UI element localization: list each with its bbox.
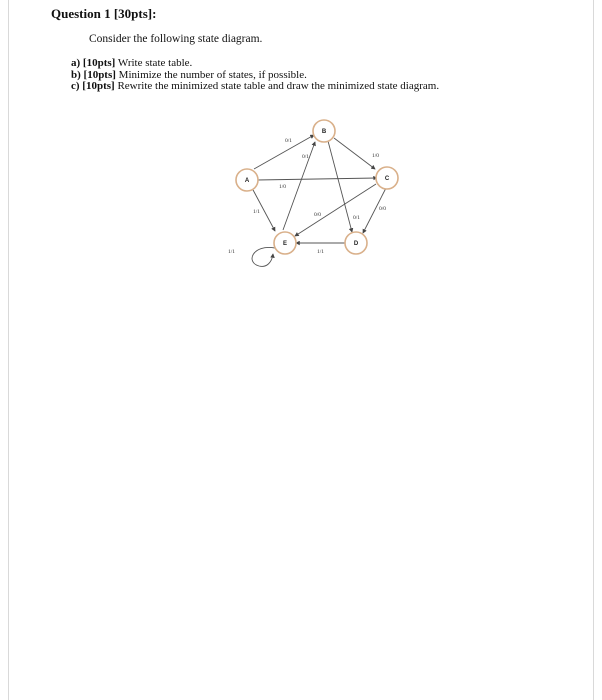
edge-c-to-e [295, 184, 376, 236]
document-page [8, 0, 594, 700]
state-e [274, 232, 296, 254]
state-diagram [223, 112, 413, 272]
part-c [71, 81, 439, 93]
edge-label-b-to-d: 0/1 [353, 215, 361, 221]
part-c-text: Rewrite the minimized state table and draw the minimized state diagram. [117, 80, 440, 92]
part-c-letter: c) [71, 80, 80, 92]
edge-b-to-d [328, 141, 352, 232]
edge-label-a-to-e: 1/1 [253, 209, 261, 215]
state-a-label: A [244, 178, 250, 184]
state-d [345, 232, 367, 254]
edge-label-b-to-c: 1/0 [372, 153, 380, 159]
state-c-label: C [384, 176, 390, 182]
state-b-label: B [321, 129, 327, 135]
edge-label-c-to-d: 0/0 [379, 206, 387, 212]
question-intro: Consider the following state diagram. [89, 33, 263, 45]
state-d-label: D [353, 241, 359, 247]
state-e-label: E [282, 241, 288, 247]
edge-label-a-to-c: 1/0 [279, 184, 287, 190]
edge-a-to-b [254, 135, 314, 169]
state-c [376, 167, 398, 189]
part-c-points: [10pts] [82, 80, 115, 92]
edge-a-to-c [257, 178, 377, 180]
edge-label-c-to-e: 0/0 [314, 212, 322, 218]
edge-e-self-loop [252, 247, 275, 266]
part-b-points: [10pts] [83, 68, 116, 81]
edge-label-e-self: 1/1 [228, 249, 236, 255]
part-b-text: Minimize the number of states, if possible. [118, 68, 307, 81]
part-a-text: Write state table. [117, 57, 193, 69]
part-a-points: [10pts] [82, 57, 116, 69]
part-b-letter: b) [71, 68, 81, 81]
question-parts-list [71, 58, 439, 93]
edge-b-to-c [334, 138, 375, 169]
state-a [236, 169, 258, 191]
state-b [313, 120, 335, 142]
edge-label-e-to-b: 0/1 [302, 154, 310, 160]
question-title: Question 1 [30pts]: [51, 6, 157, 21]
edge-label-d-to-e: 1/1 [317, 249, 325, 255]
edge-e-to-b [283, 142, 315, 230]
edge-label-a-to-b: 0/1 [285, 138, 293, 144]
part-a-letter: a) [71, 57, 81, 69]
